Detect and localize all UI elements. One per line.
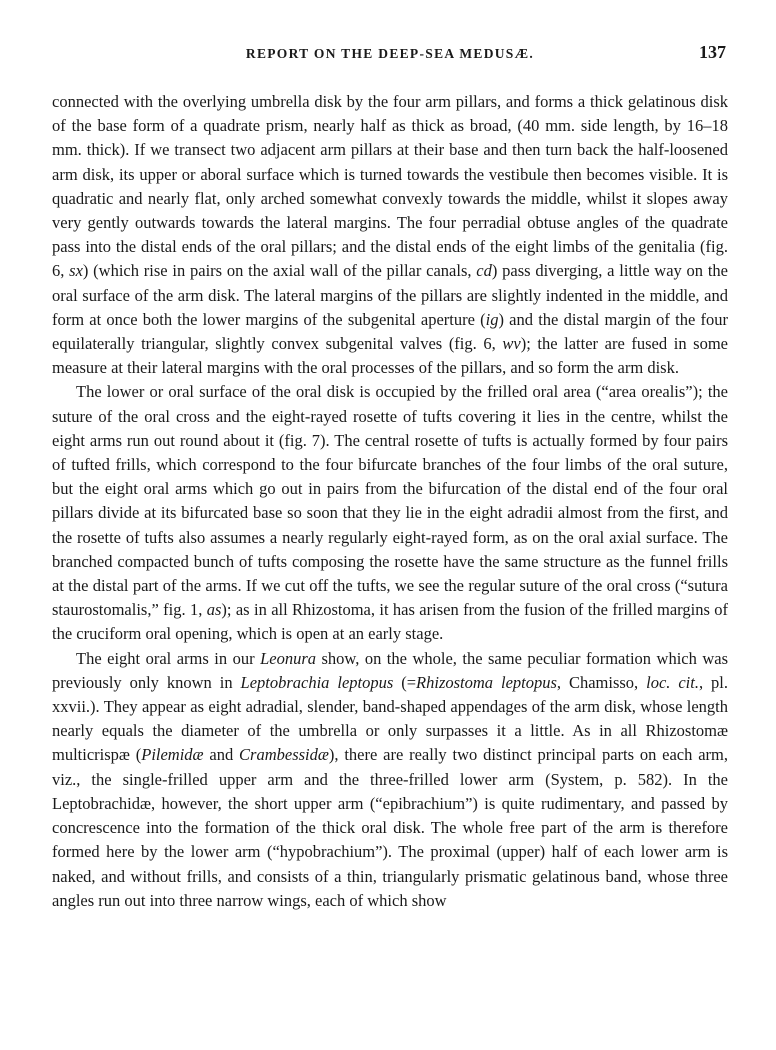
italic-text: loc. cit. [646,672,699,692]
italic-text: Leptobrachia leptopus [240,672,394,692]
italic-text: ig [485,309,499,329]
text-run: The lower or oral surface of the oral disk is occupied by the frilled oral area (“area orealis”); the suture of the oral cross and the eight-rayed rosette of tufts covering it lies in the centre, whilst the eight arms run out round about it (fig. 7). The central rosette of tufts is actually formed by four pairs of tufted frills, which correspond to the four bifurcate branches of the four limbs of the oral suture, but the eight oral arms which go out in pairs from the bifurcation of the distal end of the four oral pillars divide at its bifurcated base so soon that they lie in the eight adradii almost from the first, and the rosette of tufts also assumes a nearly regularly eight-rayed form, as on the oral axial surface. The branched compacted bunch of tufts composing the rosette have the same structure as the funnel frills at the distal part of the arms. If we cut off the tufts, we see the regular suture of the oral cross (“sutura staurostomalis,” fig. 1, [52,382,728,620]
italic-text: Rhizostoma leptopus [416,672,557,692]
running-head [52,40,728,70]
text-run: , pl. xxvii.). They appear as eight adradial, slender, band-shaped appendages of the arm disk, whose length nearly equals the diameter of the umbrella or only surpasses it a little. As in all Rhizostomæ multicrispæ ( [52,672,729,765]
italic-text: Crambessidæ [239,745,329,765]
paragraph [52,647,728,913]
paragraph [52,90,728,380]
text-run: ), there are really two distinct principal parts on each arm, viz., the single-frilled upper arm and the three-frilled lower arm (System, p. 582). In the Leptobrachidæ, however, the short upper arm (“epibrachium”) is quite rudimentary, and passed by concrescence into the formation of the thick oral disk. The whole free part of the arm is therefore formed here by the lower arm (“hypobrachium”). The proximal (upper) half of each lower arm is naked, and without frills, and consists of a thin, triangularly prismatic gelatinous band, whose three angles run out into three narrow wings, each of which show [52,745,728,910]
text-run: The eight oral arms in our [76,648,261,668]
text-run: ) pass diverging, a little way on the oral surface of the arm disk. The lateral margins of the pillars are slightly indented in the middle, and form at once both the lower margins of the subgenital aperture ( [52,261,728,329]
page-number: 137 [699,42,726,62]
text-run: ); the latter are fused in some measure at their lateral margins with the oral processes of the pillars, and so form the arm disk. [52,334,729,378]
italic-text: as [206,600,222,620]
italic-text: sx [69,261,83,281]
italic-text: Leonura [260,648,316,668]
text-run: ) and the distal margin of the four equilaterally triangular, slightly convex subgenital valves (fig. 6, [52,309,728,354]
paragraph [52,380,728,646]
text-run: ) (which rise in pairs on the axial wall of the pillar canals, [82,261,477,281]
text-run: (= [393,672,417,692]
text-run: connected with the overlying umbrella disk by the four arm pillars, and forms a thick gelatinous disk of the base form of a quadrate prism, nearly half as thick as broad, (40 mm. side length, by 16–18 mm. thick). If we transect two adjacent arm pillars at their base and then turn back the half-loosened arm disk, its upper or aboral surface which is turned towards the vestibule then becomes visible. It is quadratic and nearly flat, only arched somewhat convexly towards the middle, whilst it slopes away very gently outwards towards the lateral margins. The four perradial obtuse angles of the quadrate pass into the distal ends of the oral pillars; and the distal ends of the eight limbs of the genitalia (fig. 6, [52,92,728,281]
text-run: , Chamisso, [556,672,647,692]
text-run: ); as in all Rhizostoma, it has arisen from the fusion of the frilled margins of the cruciform oral opening, which is open at an early stage. [52,600,728,644]
text-run: show, on the whole, the same peculiar formation which was previously only known in [52,648,728,692]
italic-text: wv [502,334,521,354]
body-text [52,90,728,913]
text-run: and [203,745,240,765]
italic-text: cd [476,261,492,281]
italic-text: Pilemidæ [141,745,204,765]
page [52,40,728,913]
running-title: REPORT ON THE DEEP-SEA MEDUSÆ. [245,46,535,61]
